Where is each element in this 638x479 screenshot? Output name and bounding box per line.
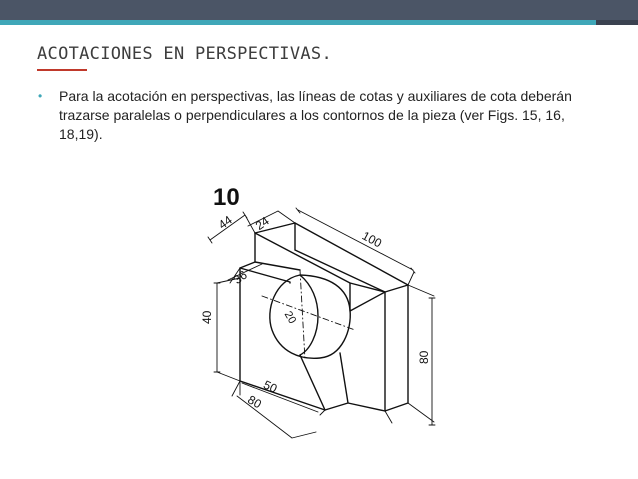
bullet-marker: • bbox=[38, 89, 43, 103]
dim-line-40 bbox=[214, 278, 240, 381]
top-bar bbox=[0, 0, 638, 20]
dim-text-36: 36 bbox=[230, 267, 250, 287]
dim-text-20: 20 bbox=[281, 309, 299, 326]
dim-text-80-bottom: 80 bbox=[245, 392, 264, 412]
slide-title: ACOTACIONES EN PERSPECTIVAS. bbox=[37, 44, 332, 64]
dim-line-44 bbox=[208, 212, 255, 243]
bullet-text: Para la acotación en perspectivas, las líneas de cotas y auxiliares de cota deberán trazarse paralelas o perpendiculares a los contornos de la pieza (ver Figs. 15, 16, 18,19). bbox=[59, 88, 572, 142]
dim-text-24: 24 bbox=[252, 213, 272, 233]
dim-text-80-right: 80 bbox=[417, 350, 431, 364]
top-bar-corner bbox=[596, 20, 638, 25]
technical-drawing bbox=[180, 165, 450, 455]
bullet-item bbox=[38, 87, 598, 144]
dim-line-100 bbox=[296, 208, 415, 285]
dim-text-100: 100 bbox=[359, 228, 385, 251]
figure-label: 10 bbox=[213, 184, 240, 211]
top-bar-accent bbox=[0, 20, 596, 25]
upright-front-face bbox=[350, 283, 408, 292]
dim-text-44: 44 bbox=[215, 212, 235, 232]
dim-text-50: 50 bbox=[261, 377, 280, 396]
dim-text-40: 40 bbox=[200, 310, 214, 324]
title-underline bbox=[37, 69, 87, 71]
